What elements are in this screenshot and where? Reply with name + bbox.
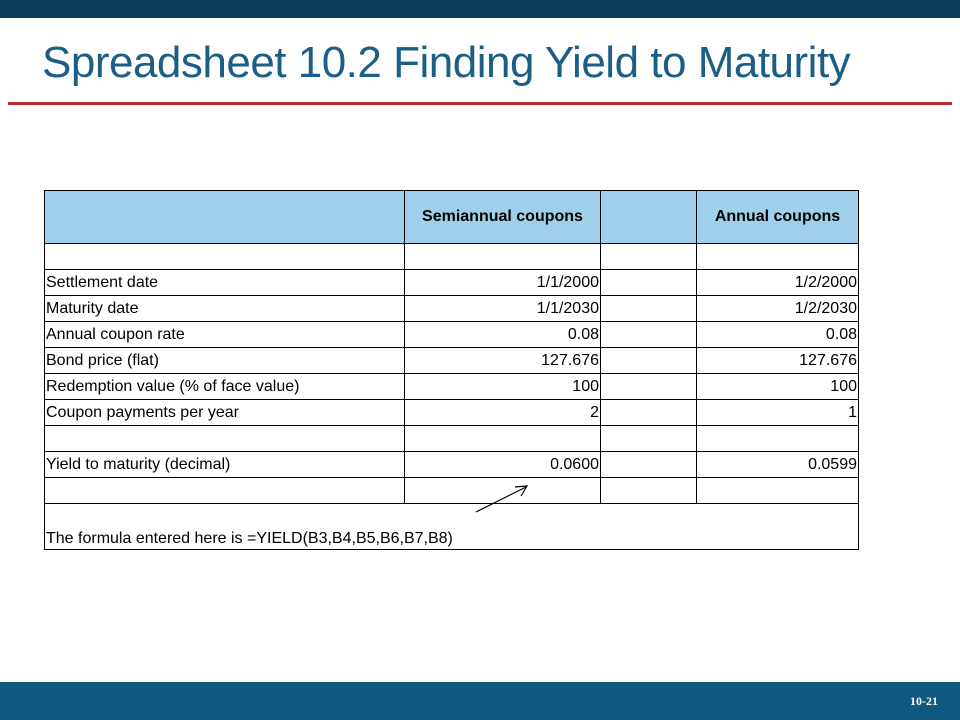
gap-cell: [601, 452, 697, 478]
row-label: Maturity date: [45, 296, 405, 322]
table-row: [45, 322, 859, 348]
table-row: [45, 374, 859, 400]
semiannual-value: 0.0600: [405, 452, 601, 478]
gap-cell: [601, 426, 697, 452]
row-label: Settlement date: [45, 270, 405, 296]
spreadsheet-table: [44, 190, 859, 550]
title-divider: [8, 102, 952, 105]
semiannual-value: [405, 244, 601, 270]
semiannual-value: 1/1/2030: [405, 296, 601, 322]
row-label: [45, 478, 405, 504]
row-label: [45, 426, 405, 452]
formula-note-row: [45, 504, 859, 550]
table-row: [45, 244, 859, 270]
table-row: [45, 296, 859, 322]
semiannual-value: 0.08: [405, 322, 601, 348]
semiannual-value: [405, 426, 601, 452]
gap-cell: [601, 478, 697, 504]
header-cell-gap: [601, 191, 697, 244]
page-number: 10-21: [910, 694, 938, 708]
table-row: [45, 270, 859, 296]
semiannual-value: 127.676: [405, 348, 601, 374]
gap-cell: [601, 322, 697, 348]
slide-title: Spreadsheet 10.2 Finding Yield to Maturity: [42, 38, 851, 87]
header-row: [45, 191, 859, 244]
table-row: [45, 426, 859, 452]
annual-value: 0.0599: [697, 452, 859, 478]
row-label: Bond price (flat): [45, 348, 405, 374]
header-cell-label: [45, 191, 405, 244]
row-label: Redemption value (% of face value): [45, 374, 405, 400]
top-bar: [0, 0, 960, 18]
header-cell-annual: Annual coupons: [697, 191, 859, 244]
semiannual-value: 1/1/2000: [405, 270, 601, 296]
gap-cell: [601, 270, 697, 296]
annual-value: 127.676: [697, 348, 859, 374]
row-label: Yield to maturity (decimal): [45, 452, 405, 478]
bottom-bar: [0, 682, 960, 720]
row-label: Coupon payments per year: [45, 400, 405, 426]
table-row: [45, 452, 859, 478]
semiannual-value: 100: [405, 374, 601, 400]
annual-value: 0.08: [697, 322, 859, 348]
semiannual-value: [405, 478, 601, 504]
annual-value: 1/2/2000: [697, 270, 859, 296]
table-row: [45, 478, 859, 504]
annual-value: [697, 244, 859, 270]
gap-cell: [601, 244, 697, 270]
gap-cell: [601, 348, 697, 374]
formula-note: The formula entered here is =YIELD(B3,B4,B5,B6,B7,B8): [45, 504, 859, 550]
gap-cell: [601, 400, 697, 426]
row-label: Annual coupon rate: [45, 322, 405, 348]
annual-value: 100: [697, 374, 859, 400]
table-row: [45, 348, 859, 374]
table-row: [45, 400, 859, 426]
row-label: [45, 244, 405, 270]
gap-cell: [601, 296, 697, 322]
gap-cell: [601, 374, 697, 400]
annual-value: 1/2/2030: [697, 296, 859, 322]
annual-value: [697, 426, 859, 452]
header-cell-semiannual: Semiannual coupons: [405, 191, 601, 244]
semiannual-value: 2: [405, 400, 601, 426]
annual-value: 1: [697, 400, 859, 426]
annual-value: [697, 478, 859, 504]
